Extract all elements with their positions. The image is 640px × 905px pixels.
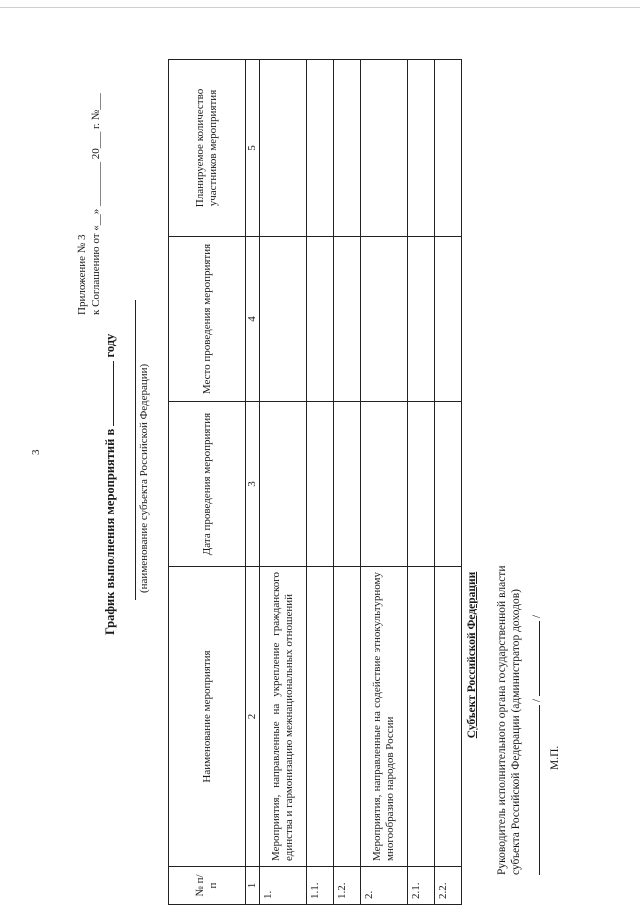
row-place-cell bbox=[435, 237, 462, 402]
row-place-cell bbox=[260, 237, 307, 402]
title-suffix: году bbox=[103, 333, 117, 358]
annex-reference bbox=[75, 93, 103, 315]
table-row bbox=[260, 60, 307, 905]
row-date-cell bbox=[408, 402, 435, 567]
row-participants-cell bbox=[408, 60, 435, 237]
row-number: 1.1. bbox=[307, 867, 334, 905]
title-prefix: График выполнения мероприятий в bbox=[103, 428, 117, 635]
table-index-row bbox=[246, 60, 260, 905]
row-date-cell bbox=[260, 402, 307, 567]
signature-heading: Субъект Российской Федерации bbox=[466, 571, 478, 739]
row-place-cell bbox=[334, 237, 361, 402]
signature-name-blank bbox=[529, 621, 540, 696]
row-participants-cell bbox=[307, 60, 334, 237]
document-title bbox=[103, 334, 118, 635]
row-event-name bbox=[408, 567, 435, 867]
row-participants-cell bbox=[334, 60, 361, 237]
stamp-place-label: М.П. bbox=[549, 745, 561, 770]
row-date-cell bbox=[334, 402, 361, 567]
row-number: 2.2. bbox=[435, 867, 462, 905]
index-cell: 2 bbox=[246, 567, 260, 867]
signature-slash-1: / bbox=[531, 698, 543, 703]
signature-fill-line bbox=[529, 435, 544, 875]
index-cell: 4 bbox=[246, 237, 260, 402]
annex-title: Приложение № 3 bbox=[76, 234, 88, 315]
index-cell: 5 bbox=[246, 60, 260, 237]
signature-role-line1: Руководитель исполнительного органа государственной власти bbox=[496, 565, 508, 875]
header-participants: Планируемое количество участников мероприятия bbox=[169, 60, 246, 237]
signature-slash-2: / bbox=[531, 614, 543, 619]
header-event-date: Дата проведения мероприятия bbox=[169, 402, 246, 567]
header-number: № п/п bbox=[169, 867, 246, 905]
row-number: 2.1. bbox=[408, 867, 435, 905]
row-event-name bbox=[435, 567, 462, 867]
row-event-name: Мероприятия, направленные на укрепление гражданского единства и гармонизацию межнациональных отношений bbox=[260, 567, 307, 867]
table-row bbox=[307, 60, 334, 905]
events-schedule-table bbox=[168, 59, 462, 905]
page-number: 3 bbox=[30, 449, 42, 455]
row-place-cell bbox=[408, 237, 435, 402]
row-number: 1.2. bbox=[334, 867, 361, 905]
header-event-place: Место проведения мероприятия bbox=[169, 237, 246, 402]
subtitle-underline bbox=[135, 300, 136, 600]
row-event-name: Мероприятия, направленные на содействие этнокультурному многообразию народов России bbox=[361, 567, 408, 867]
signature-role-line2: субъекта Российской Федерации (администратор доходов) bbox=[510, 589, 522, 875]
row-participants-cell bbox=[361, 60, 408, 237]
table-row bbox=[361, 60, 408, 905]
title-year-blank bbox=[103, 361, 114, 426]
row-date-cell bbox=[307, 402, 334, 567]
row-participants-cell bbox=[260, 60, 307, 237]
signature-blank bbox=[529, 705, 540, 875]
signature-block bbox=[465, 435, 562, 875]
index-cell: 1 bbox=[246, 867, 260, 905]
row-event-name bbox=[307, 567, 334, 867]
table-row bbox=[334, 60, 361, 905]
row-participants-cell bbox=[435, 60, 462, 237]
row-date-cell bbox=[435, 402, 462, 567]
row-place-cell bbox=[361, 237, 408, 402]
table-header-row bbox=[169, 60, 246, 905]
row-number: 1. bbox=[260, 867, 307, 905]
index-cell: 3 bbox=[246, 402, 260, 567]
row-event-name bbox=[334, 567, 361, 867]
header-event-name: Наименование мероприятия bbox=[169, 567, 246, 867]
row-date-cell bbox=[361, 402, 408, 567]
row-number: 2. bbox=[361, 867, 408, 905]
annex-agreement-line: к Соглашению от «__» ________ 20___ г. №___ bbox=[90, 93, 102, 315]
table-row bbox=[435, 60, 462, 905]
row-place-cell bbox=[307, 237, 334, 402]
document-subtitle: (наименование субъекта Российской Федерации) bbox=[138, 363, 150, 593]
table-row bbox=[408, 60, 435, 905]
